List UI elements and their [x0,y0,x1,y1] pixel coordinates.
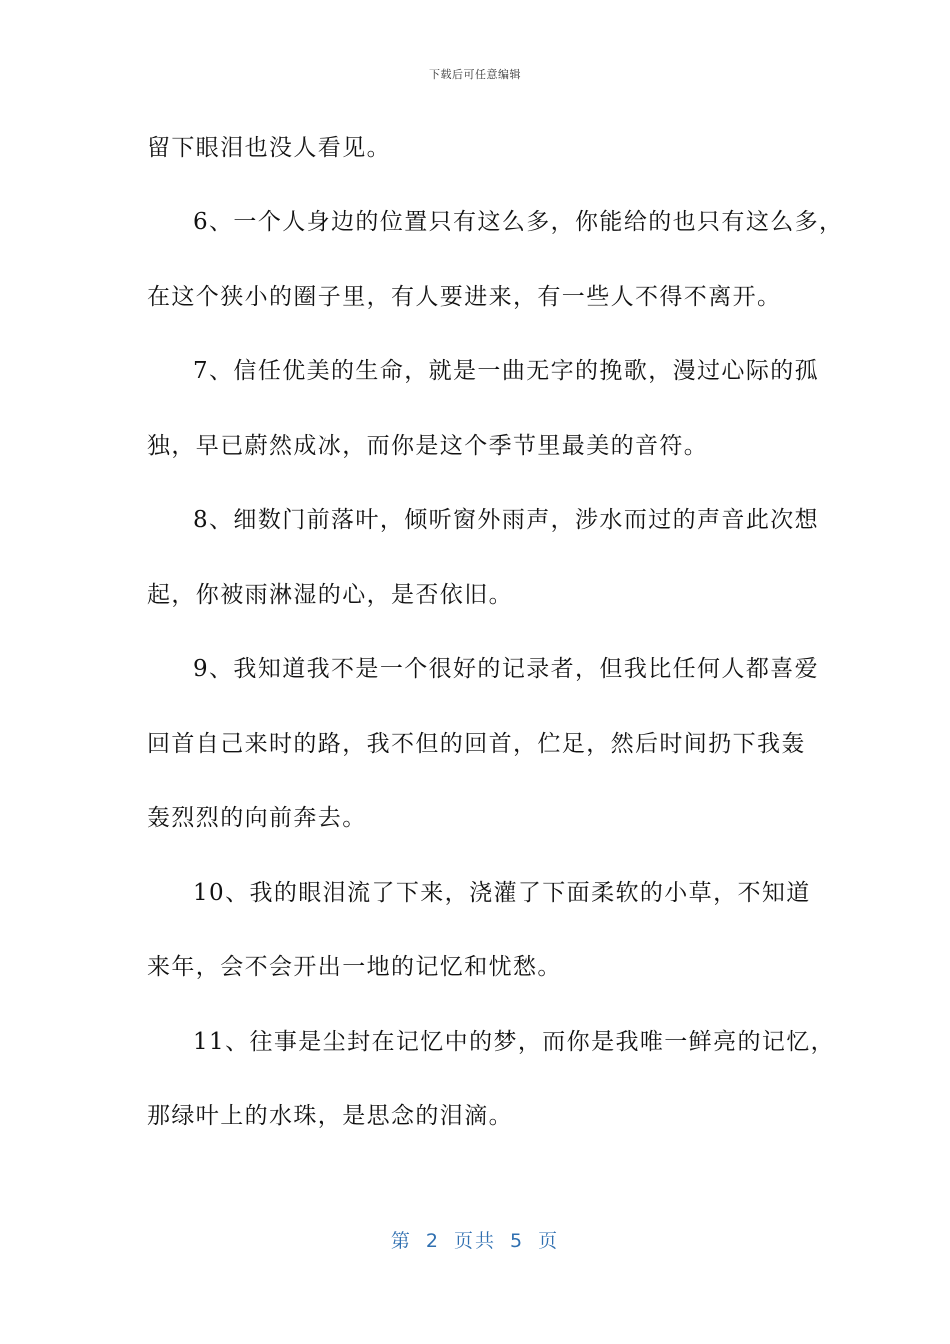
paragraph-line: 那绿叶上的水珠，是思念的泪滴。 [147,1103,513,1129]
page-header-note: 下载后可任意编辑 [429,68,521,81]
paragraph-line: 留下眼泪也没人看见。 [147,135,391,161]
page-mid-label: 页共 [453,1230,496,1252]
paragraph-line: 9、我知道我不是一个很好的记录者，但我比任何人都喜爱 [193,656,820,682]
current-page-number: 2 [425,1230,440,1252]
paragraph-line: 6、一个人身边的位置只有这么多，你能给的也只有这么多， [193,209,844,235]
paragraph-line: 7、信任优美的生命，就是一曲无字的挽歌，漫过心际的孤 [193,358,820,384]
paragraph-line: 8、细数门前落叶，倾听窗外雨声，涉水而过的声音此次想 [193,507,820,533]
page-number-footer [0,1226,950,1253]
paragraph-line: 来年，会不会开出一地的记忆和忧愁。 [147,954,562,980]
paragraph-line: 回首自己来时的路，我不但的回首，伫足，然后时间扔下我轰 [147,731,806,757]
paragraph-line: 11、往事是尘封在记忆中的梦，而你是我唯一鲜亮的记忆， [193,1029,836,1055]
page-suffix: 页 [538,1230,560,1252]
paragraph-line: 起，你被雨淋湿的心，是否依旧。 [147,582,513,608]
page-prefix: 第 [390,1230,412,1252]
paragraph-line: 在这个狭小的圈子里，有人要进来，有一些人不得不离开。 [147,284,782,310]
paragraph-line: 独，早已蔚然成冰，而你是这个季节里最美的音符。 [147,433,709,459]
total-pages-number: 5 [510,1230,525,1252]
paragraph-line: 10、我的眼泪流了下来，浇灌了下面柔软的小草，不知道 [193,880,811,906]
paragraph-line: 轰烈烈的向前奔去。 [147,805,367,831]
